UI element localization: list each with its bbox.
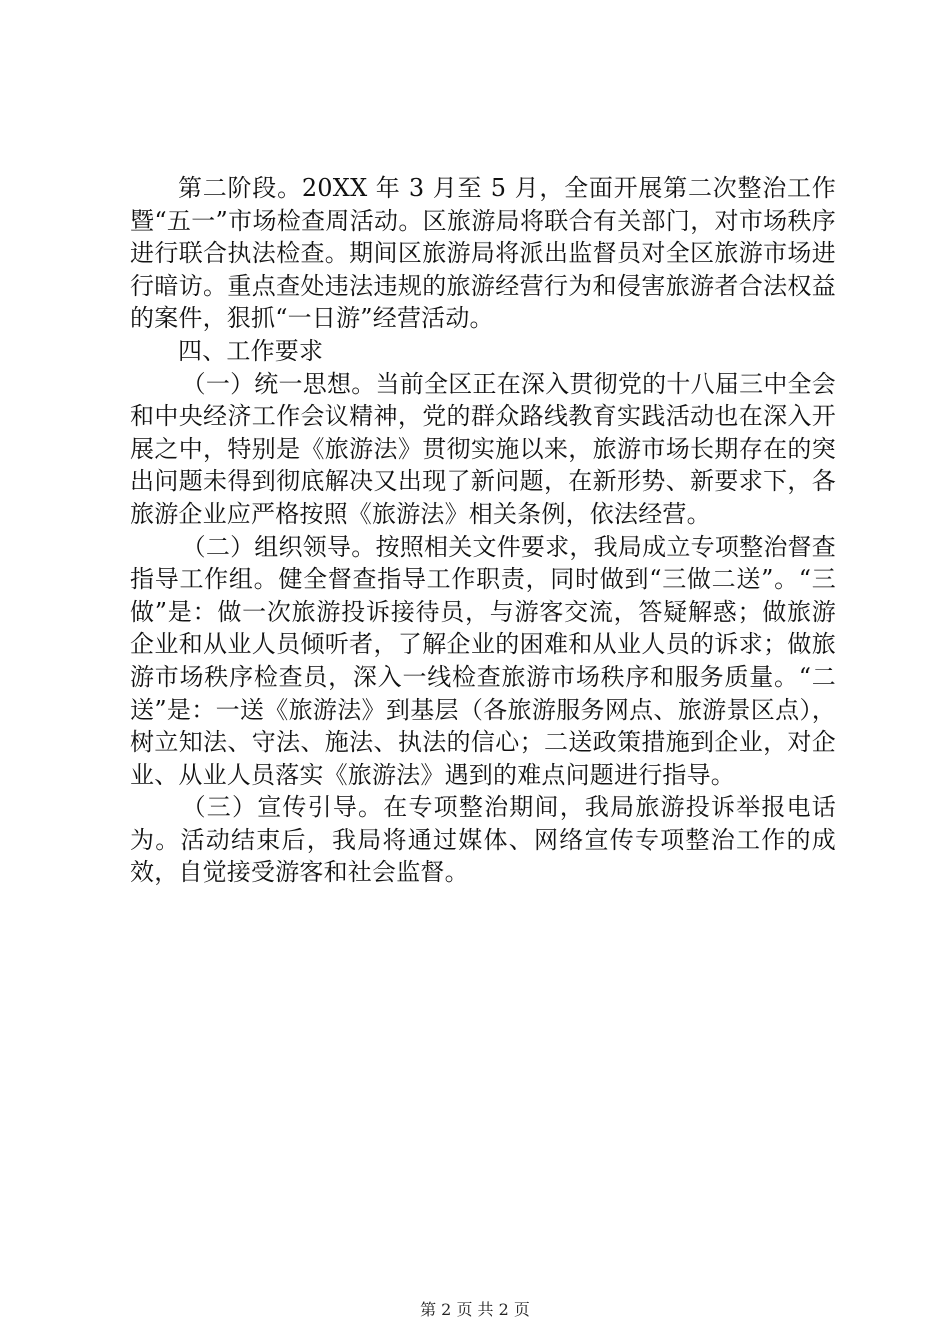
page-footer: 第 2 页 共 2 页 — [420, 1300, 530, 1319]
paragraph-organization-leadership: （二）组织领导。按照相关文件要求，我局成立专项整治督查指导工作组。健全督查指导工作职责，同时做到“三做二送”。“三做”是：做一次旅游投诉接待员，与游客交流，答疑解惑；做旅游企业和从业人员倾听者，了解企业的困难和从业人员的诉求；做旅游市场秩序检查员，深入一线检查旅游市场秩序和服务质量。“二送”是：一送《旅游法》到基层（各旅游服务网点、旅游景区点），树立知法、守法、施法、执法的信心；二送政策措施到企业，对企业、从业人员落实《旅游法》遇到的难点问题进行指导。 — [130, 532, 836, 789]
section-heading-work-requirements: 四、工作要求 — [178, 336, 324, 365]
document-body — [130, 172, 836, 889]
paragraph-unify-thinking: （一）统一思想。当前全区正在深入贯彻党的十八届三中全会和中央经济工作会议精神，党的群众路线教育实践活动也在深入开展之中，特别是《旅游法》贯彻实施以来，旅游市场长期存在的突出问题未得到彻底解决又出现了新问题，在新形势、新要求下，各旅游企业应严格按照《旅游法》相关条例，依法经营。 — [130, 369, 836, 528]
paragraph-stage-two: 第二阶段。20XX 年 3 月至 5 月，全面开展第二次整治工作暨“五一”市场检查周活动。区旅游局将联合有关部门，对市场秩序进行联合执法检查。期间区旅游局将派出监督员对全区旅游市场进行暗访。重点查处违法违规的旅游经营行为和侵害旅游者合法权益的案件，狠抓“一日游”经营活动。 — [130, 174, 836, 333]
paragraph-publicity-guidance: （三）宣传引导。在专项整治期间，我局旅游投诉举报电话为。活动结束后，我局将通过媒体、网络宣传专项整治工作的成效，自觉接受游客和社会监督。 — [130, 793, 836, 887]
